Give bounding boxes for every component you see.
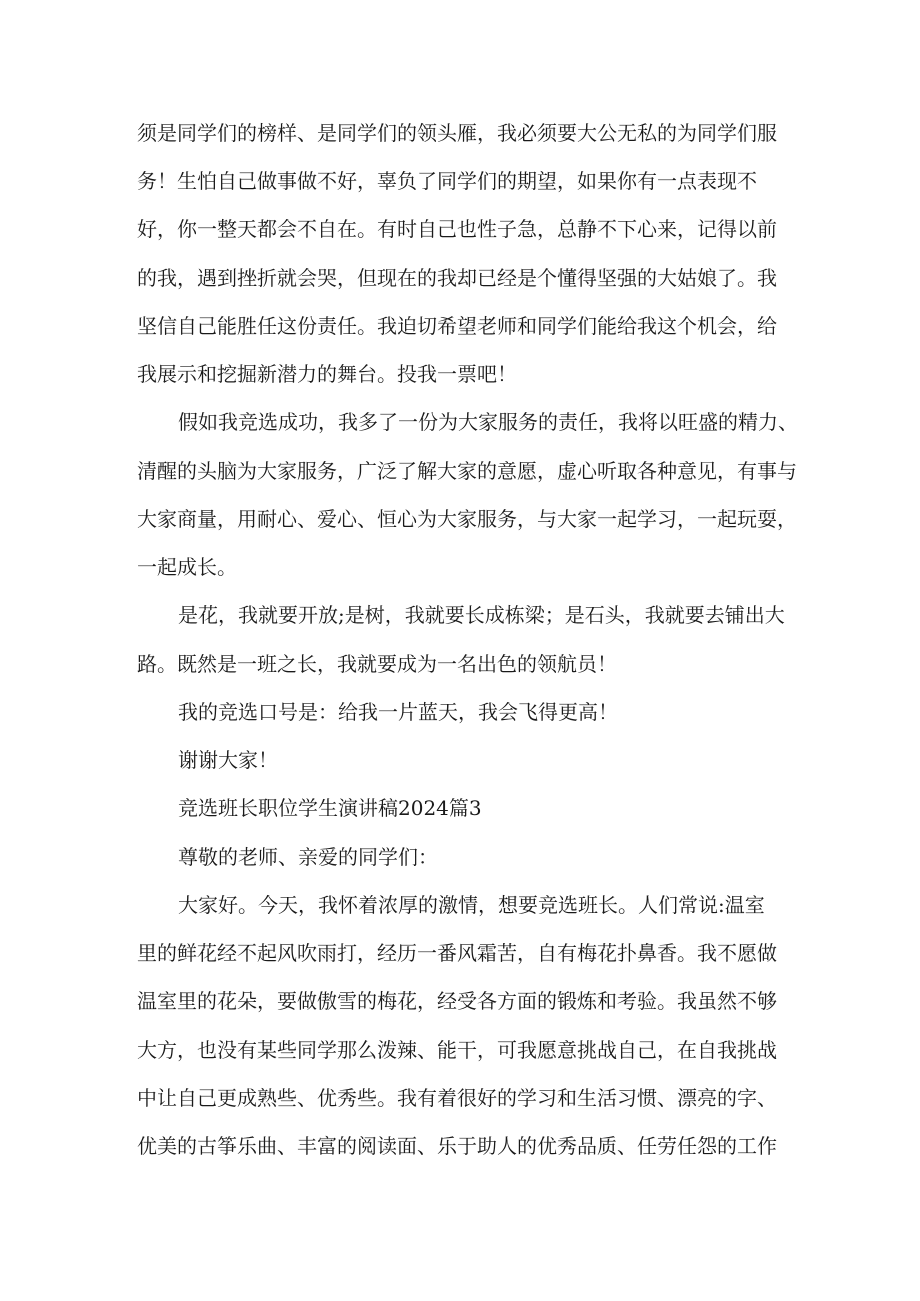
text-line: 我的竞选口号是：给我一片蓝天，我会飞得更高！ xyxy=(178,700,618,724)
section-heading: 竞选班长职位学生演讲稿2024篇3 xyxy=(178,796,482,820)
text-line: 大家好。今天，我怀着浓厚的激情，想要竞选班长。人们常说:温室 xyxy=(178,893,765,917)
text-line: 温室里的花朵，要做傲雪的梅花，经受各方面的锻炼和考验。我虽然不够 xyxy=(137,989,777,1013)
text-line: 中让自己更成熟些、优秀些。我有着很好的学习和生活习惯、漂亮的字、 xyxy=(137,1086,777,1110)
text-line: 一起成长。 xyxy=(137,555,237,579)
text-line: 务！生怕自己做事做不好，辜负了同学们的期望，如果你有一点表现不 xyxy=(137,169,757,193)
text-line: 坚信自己能胜任这份责任。我迫切希望老师和同学们能给我这个机会，给 xyxy=(137,314,777,338)
text-line: 谢谢大家！ xyxy=(178,748,278,772)
text-line: 我展示和挖掘新潜力的舞台。投我一票吧！ xyxy=(137,362,517,386)
text-line: 假如我竞选成功，我多了一份为大家服务的责任，我将以旺盛的精力、 xyxy=(178,410,798,434)
text-line: 须是同学们的榜样、是同学们的领头雁，我必须要大公无私的为同学们服 xyxy=(137,121,777,145)
text-line: 路。既然是一班之长，我就要成为一名出色的领航员！ xyxy=(137,652,617,676)
text-line: 里的鲜花经不起风吹雨打，经历一番风霜苦，自有梅花扑鼻香。我不愿做 xyxy=(137,941,777,965)
text-line: 清醒的头脑为大家服务，广泛了解大家的意愿，虚心听取各种意见，有事与 xyxy=(137,459,797,483)
text-line: 是花，我就要开放;是树，我就要长成栋梁；是石头，我就要去铺出大 xyxy=(178,603,785,627)
text-line: 好，你一整天都会不自在。有时自己也性子急，总静不下心来，记得以前 xyxy=(137,217,777,241)
text-line: 尊敬的老师、亲爱的同学们： xyxy=(178,845,438,869)
text-line: 大方，也没有某些同学那么泼辣、能干，可我愿意挑战自己，在自我挑战 xyxy=(137,1038,777,1062)
text-line: 的我，遇到挫折就会哭，但现在的我却已经是个懂得坚强的大姑娘了。我 xyxy=(137,266,777,290)
text-line: 优美的古筝乐曲、丰富的阅读面、乐于助人的优秀品质、任劳任怨的工作 xyxy=(137,1134,777,1158)
text-line: 大家商量，用耐心、爱心、恒心为大家服务，与大家一起学习，一起玩耍， xyxy=(137,507,797,531)
